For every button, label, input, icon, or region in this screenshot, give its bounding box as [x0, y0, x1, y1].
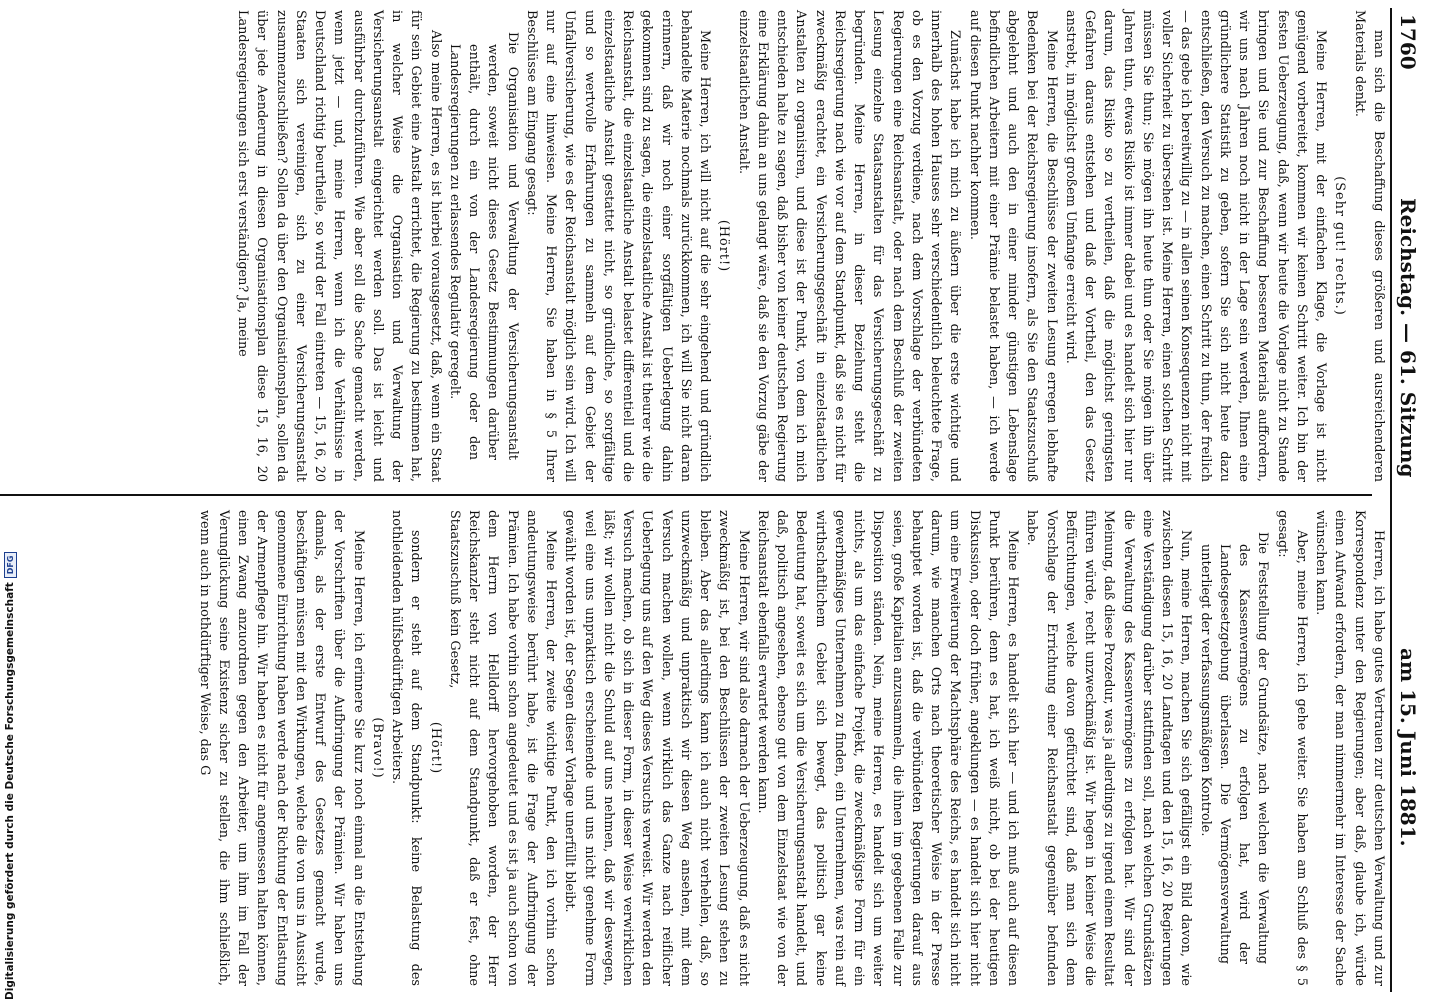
reaction: (Bravo!) [370, 717, 385, 779]
right-column [195, 510, 1389, 986]
dfg-logo-icon: DFG [4, 552, 17, 579]
paragraph: Also meine Herren, es ist hierbei vorausgesetzt, daß, wenn ein Staat für sein Gebiet eine Anstalt errichtet, die Regierung zu bestimmen hat, in welcher Weise die Organisation und Verwaltung der Versicherungsanstalt eingerichtet werden soll. Das ist leicht und ausführbar durchzuführen. Wie aber soll die Sache gemacht werden, wenn jetzt — und, meine Herren, wenn ich die Verhältnisse in Deutschland richtig beurtheile, so wird der Fall eintreten — 15, 16, 20 Staaten sich vereinigen, sich zu einer Versicherungsanstalt zusammenzuschließen? Sollen da über den Organisationsplan, sollen da über jede Aenderung in diesen Organisationsplan diese 15, 16, 20 Landesregierungen sich erst verständigen? Ja, meine [235, 10, 443, 482]
paragraph: Meine Herren, ich will nicht auf die sehr eingehend und gründlich behandelte Materie nochmals zurückkommen, ich will Sie nicht daran erinnern, daß wir noch einer sorgfältigen Ueberlegung dahin gekommen sind zu sagen, die einzelstaatliche Anstalt ist theurer wie die Reichsanstalt, die einzelstaatliche Anstalt belastet differentiell und die einzelstaatliche Anstalt gestattet nicht, so gründliche, so sorgfältige und so wertvolle Erfahrungen zu sammeln auf dem Gebiet der Unfallversicherung, wie es der Reichsanstalt möglich sein wird. Ich will nur auf eine hinweisen. Meine Herren, Sie haben in § 5 Ihrer Beschlüsse am Eingang gesagt: [524, 10, 713, 482]
paragraph: Meine Herren, wir sind also darnach der Ueberzeugung, daß es nicht zweckmäßig ist, bei den Beschlüssen der zweiten Lesung stehen zu bleiben. Aber das allerdings kann ich auch nicht verhehlen, daß, so unzweckmäßig und unpraktisch wir diesen Weg ansehen, mit dem Versuch machen wollen, wenn wirklich das Ganze nach reiflicher Ueberlegung uns auf den Weg dieses Versuchs verweist. Wir werden den Versuch machen, ob sich in dieser Form, in dieser Weise verwirklichen läßt; wir wollen nicht die Schuld auf uns nehmen, daß wir deswegen, weil eine uns unpraktisch erscheinende und uns nicht genehme Form gewählt worden ist, der Segen dieser Vorlage unerfüllt bleibt. [562, 510, 751, 986]
paragraph: Aber, meine Herren, ich gehe weiter. Sie haben am Schluß des § 5 gesagt: [1274, 510, 1309, 986]
paragraph: Nun, meine Herren, machen Sie sich gefälligst ein Bild davon, wie zwischen diesen 15, 16, 20 Landtagen und den 15, 16, 20 Regierungen eine Verständigung darüber stattfinden soll, nach welchen Grundsätzen die Verwaltung des Kassenvermögens zu erfolgen hat. Wir sind der Meinung, daß diese Prozedur, was ja allerdings zu irgend einem Resultat führen würde, recht unzweckmäßig ist. Wir hegen in keiner Weise die Befürchtungen, welche davon gefürchtet sind, daß man sich dem Vorschlage der Errichtung einer Reichsanstalt gegenüber befunden habe. [1024, 510, 1194, 986]
paragraph: sondern er steht auf dem Standpunkt: keine Belastung des nothleidenden hülfsbedürftigen Arbeiters. [389, 510, 424, 986]
credit-text: Digitalisierung gefördert durch die Deutsche Forschungsgemeinschaft [4, 582, 16, 1000]
column-divider [0, 494, 1372, 496]
paragraph: Meine Herren, mit der einfachen Klage, die Vorlage ist nicht genügend vorbereitet, kommen wir keinen Schritt weiter. Ich bin der festen Ueberzeugung, daß, wenn wir heute die Vorlage nicht zu Stande bringen und Sie und zur Beschaffung besseren Materials auffordern, wir uns nach Jahren noch nicht in der Lage sein werden, Ihnen eine gründlichere Statistik zu geben, sofern Sie sich nicht heute dazu entschließen, den Versuch zu machen, einen Schritt zu thun, der freilich — das gebe ich bereitwillig zu — in allen seinen Konsequenzen nicht mit voller Sicherheit zu übersehen ist. Meine Herren, einen solchen Schritt müssen Sie thun; Sie mögen ihn heute thun oder Sie mögen ihn über Jahren thun, etwas Risiko ist immer dabei und es handelt sich hier nur darum, das Risiko so zu vertheilen, daß die möglichst geringsten Gefahren daraus entstehen und daß der Vortheil, den das Gesetz anstrebt, in möglichst großem Umfange erreicht wird. [1063, 10, 1329, 482]
paragraph: Zunächst habe ich mich zu äußern über die erste wichtige und innerhalb des hohen Hauses sehr verschiedentlich beleuchtete Frage, ob es den Vorzug verdiene, nach dem Vorschlage der verbündeten Regierungen eine Reichsanstalt, oder nach dem Beschluß der zweiten Lesung einzelne Staatsanstalten für das Versicherungsgeschäft zu begründen. Meine Herren, in dieser Beziehung steht die Reichsregierung nach wie vor auf dem Standpunkt, daß sie es nicht für zweckmäßig erachtet, ein Versicherungsgeschäft in einzelstaatlichen Anstalten zu organisiren, und diese ist der Punkt, von dem ich mich entschieden halte zu sagen, daß bisher von keiner deutschen Regierung eine Erklärung dahin an uns gelangt wäre, daß sie den Vorzug gäbe der einzelstaatlichen Anstalt. [735, 10, 963, 482]
reaction: (Sehr gut! rechts.) [1332, 176, 1348, 316]
paragraph: Meine Herren, ich erinnere Sie kurz noch einmal an die Entstehung der Vorschriften über die Aufbringung der Prämien. Wir haben uns damals, als der erste Entwurf des Gesetzes gemacht wurde, beschäftigen müssen mit den Wirkungen, welche die von uns in Aussicht genommene Einrichtung haben werde nach der Richtung der Entlastung der Armenpflege hin. Wir haben es nicht für angemessen halten können, einen Zwang anzuordnen gegen den Arbeiter, um ihm im Fall der Verunglückung seine Existenz sicher zu stellen, die ihm schließlich, wenn auch in nothdürftiger Weise, das G [196, 510, 366, 986]
left-column [233, 10, 1388, 482]
paragraph: Meine Herren, die Beschlüsse der zweiten Lesung erregen lebhafte Bedenken bei der Reichsregierung insofern, als Sie den Staatszuschuß abgelehnt und auch den in einer minder günstigen Lebenslage befindlichen Arbeitern mit einer Prämie belastet haben, — ich werde auf diesen Punkt nachher kommen. [966, 10, 1059, 482]
page-header [1390, 8, 1426, 992]
paragraph: Herren, ich habe gutes Vertrauen zur deutschen Verwaltung und zur Korrespondenz unter den Regierungen; aber daß, glaube ich, würde einen Aufwand erfordern, der man nimmermehr im Interesse der Sache wünschen kann. [1313, 510, 1386, 986]
page-date: am 15. Juni 1881. [1396, 648, 1420, 847]
quoted-law-text: Die Feststellung der Grundsätze, nach welchen die Verwaltung des Kassenvermögens zu erfolgen hat, wird der Landesgesetzgebung überlassen. Die Vermögensverwaltung unterliegt der verfassungsmäßigen Kontrole. [1197, 532, 1271, 964]
paragraph: Meine Herren, es handelt sich hier — und ich muß auch auf diesen Punkt berühren, denn es hat, ich weiß nicht, ob bei der heutigen Diskussion, oder doch früher, angeklungen — es handelt sich hier nicht um eine Erweiterung der Machtsphäre des Reichs, es handelt sich nicht darum, wie manchen Orts nach theoretischer Weise in der Presse behauptet worden ist, daß die verbündeten Regierungen darauf aus seien, große Kapitalien anzusammeln, die ihnen im gegebenen Falle zur Disposition ständen. Nein, meine Herren, es handelt sich um weiter nichts, als um das einfache Projekt, die zweckmäßigste Form für ein gewerbmäßiges Unternehmen zu finden, ein Unternehmen, was rein auf wirthschaftlichem Gebiet sich bewegt, das politisch gar keine Bedeutung hat, soweit es sich um die Versicherungsanstalt handelt, und daß, politisch angesehen, ebenso gut von dem Einzelstaat wie von der Reichsanstalt ebenfalls erwartet werden kann. [755, 510, 1021, 986]
reaction: (Hört!) [716, 219, 732, 273]
reaction: (Hört!) [427, 721, 443, 775]
page-title: Reichstag. — 61. Sitzung [1396, 198, 1420, 478]
paragraph: Meine Herren, der zweite wichtige Punkt, den ich vorhin schon andeutungsweise berührt habe, ist die Frage der Aufbringung der Prämien. Ich habe vorhin schon angedeutet und es ist ja auch schon von dem Herrn von Helldorff hervorgehoben worden, der Herr Reichskanzler steht nicht auf dem Standpunkt, daß er fest, ohne Staatszuschuß kein Gesetz, [447, 510, 559, 986]
digitization-credit [0, 555, 20, 1000]
page-number: 1760 [1396, 14, 1420, 70]
quoted-law-text: Die Organisation und Verwaltung der Versicherungsanstalt werden, soweit nicht dieses Gesetz Bestimmungen darüber enthält, durch ein von der Landesregierung oder den Landesregierungen zu erlassendes Regulativ geregelt. [447, 32, 520, 460]
paragraph: man sich die Beschaffung dieses größeren und ausreichenderen Materials denkt. [1351, 10, 1386, 482]
